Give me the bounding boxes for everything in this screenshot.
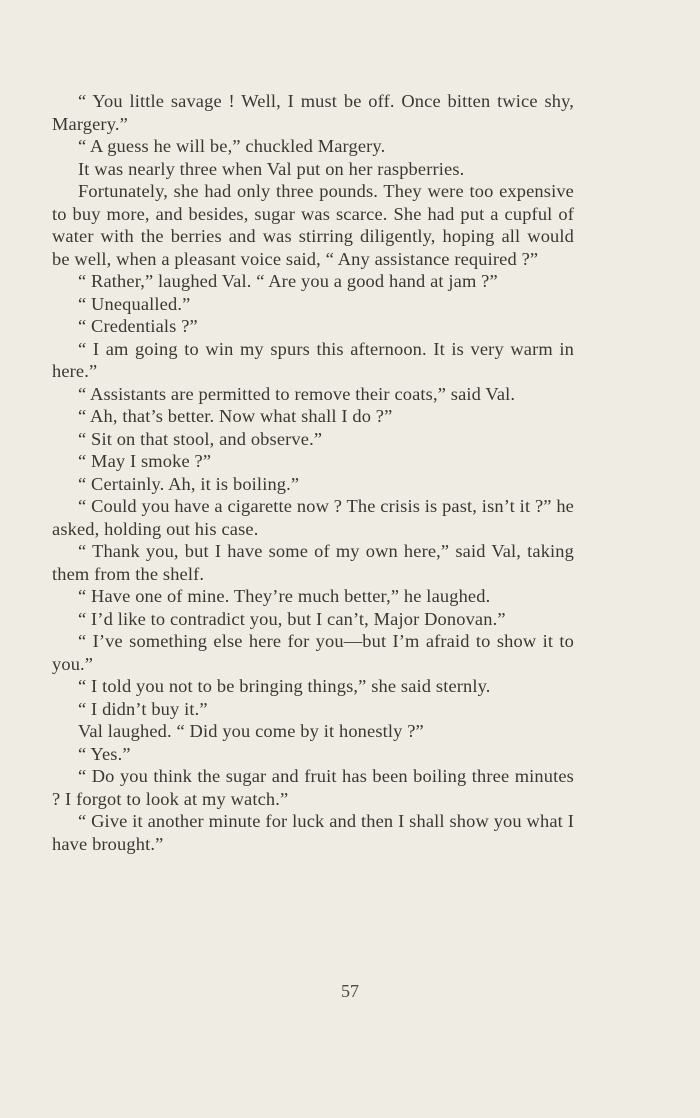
page-number: 57	[341, 981, 359, 1001]
paragraph: “ I am going to win my spurs this afternoon. It is very warm in here.”	[52, 338, 574, 381]
paragraph: “ Ah, that’s better. Now what shall I do ?”	[78, 406, 393, 426]
paragraph: “ Have one of mine. They’re much better,” he laughed.	[78, 586, 491, 606]
paragraph: “ A guess he will be,” chuckled Margery.	[78, 136, 386, 156]
paragraph: “ Sit on that stool, and observe.”	[78, 428, 323, 449]
paragraph: Fortunately, she had only three pounds. They were too expensive to buy more, and besides, sugar was scarce. She had put a cupful of water with the berries and was stirring diligently, hoping all would be well, when a pleasant voice said, “ Any assistance required ?”	[52, 181, 574, 269]
paragraph: “ I’d like to contradict you, but I can’t, Major Donovan.”	[78, 608, 506, 629]
paragraph: Val laughed. “ Did you come by it honestly ?”	[78, 721, 424, 741]
paragraph: “ Could you have a cigarette now ? The crisis is past, isn’t it ?” he asked, holding out his case.	[52, 496, 574, 539]
paragraph: “ May I smoke ?”	[78, 451, 212, 471]
paragraph: “ I didn’t buy it.”	[78, 698, 208, 719]
paragraph: “ Give it another minute for luck and then I shall show you what I have brought.”	[52, 811, 574, 854]
paragraph: “ Certainly. Ah, it is boiling.”	[78, 473, 300, 494]
paragraph: “ Assistants are permitted to remove their coats,” said Val.	[78, 383, 516, 404]
paragraph: “ Rather,” laughed Val. “ Are you a good hand at jam ?”	[78, 271, 498, 291]
paragraph: “ Credentials ?”	[78, 316, 198, 336]
paragraph: “ I told you not to be bringing things,” she said sternly.	[78, 676, 491, 696]
paragraph: “ Unequalled.”	[78, 293, 191, 314]
paragraph: It was nearly three when Val put on her raspberries.	[78, 158, 465, 179]
paragraph: “ I’ve something else here for you—but I’m afraid to show it to you.”	[52, 631, 574, 674]
paragraph: “ Thank you, but I have some of my own here,” said Val, taking them from the shelf.	[52, 541, 574, 584]
paragraph: “ You little savage ! Well, I must be off. Once bitten twice shy, Margery.”	[52, 91, 574, 134]
page-body	[52, 90, 574, 855]
paragraph: “ Yes.”	[78, 743, 131, 764]
paragraph: “ Do you think the sugar and fruit has been boiling three minutes ? I forgot to look at my watch.”	[52, 766, 574, 809]
